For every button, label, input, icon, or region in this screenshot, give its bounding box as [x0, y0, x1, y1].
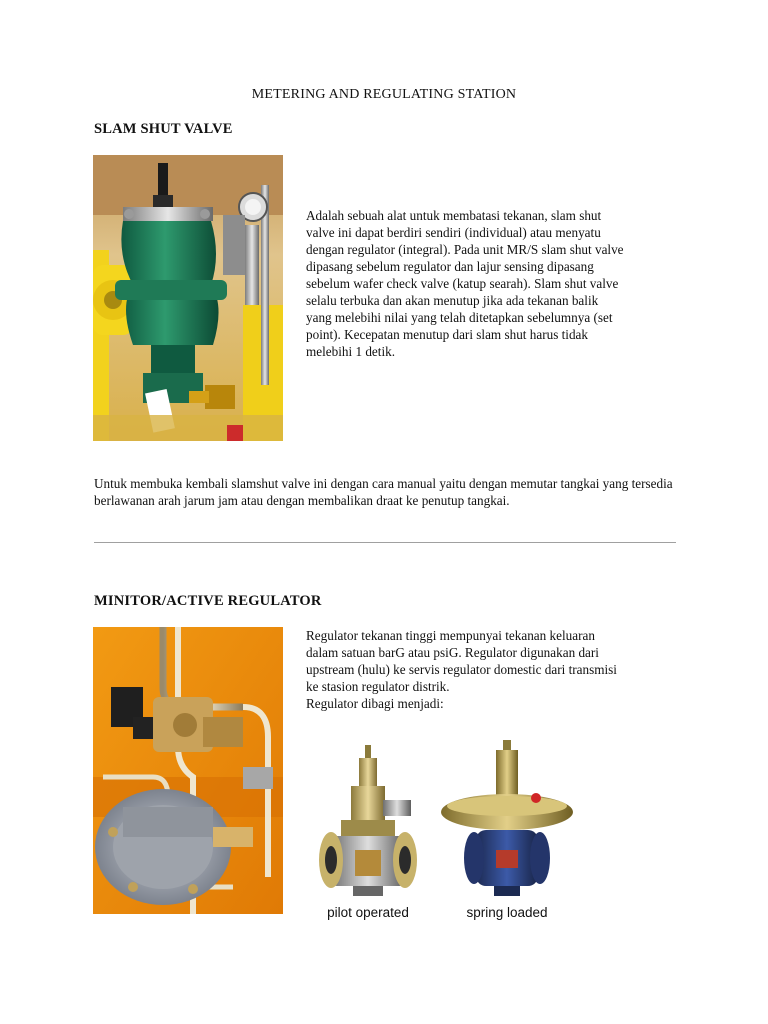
active-regulator-description: Regulator tekanan tinggi mempunyai tekanan keluaran dalam satuan barG atau psiG. Regulator digunakan dari upstream (hulu) ke servis regulator domestic dari transmisi ke stasion regulator distrik. Regulator dibagi menjadi:: [306, 627, 626, 712]
caption-pilot-operated: pilot operated: [327, 905, 409, 920]
section-divider: [94, 542, 676, 543]
caption-spring-loaded: spring loaded: [466, 905, 548, 920]
slam-shut-valve-description: Adalah sebuah alat untuk membatasi tekanan, slam shut valve ini dapat berdiri sendiri (individual) atau menyatu dengan regulator (integral). Pada unit MR/S slam shut valve dipasang sebelum regulator dan lajur sensing dipasang sebelum wafer check valve (katup searah). Slam shut valve selalu terbuka dan akan menutup jika ada tekanan balik yang melebihi nilai yang telah ditetapkan sebelumnya (set point). Kecepatan menutup dari slam shut harus tidak melebihi 1 detik.: [306, 208, 624, 359]
page-title: METERING AND REGULATING STATION: [251, 87, 517, 102]
slam-shut-valve-reopen-paragraph: Untuk membuka kembali slamshut valve ini dengan cara manual yaitu dengan memutar tangkai yang tersedia berlawanan arah jarum jam atau dengan membalikan draat ke penutup tangkai.: [94, 476, 673, 508]
regulator-types-intro: Regulator dibagi menjadi:: [306, 696, 444, 711]
slam-shut-valve-photo: [93, 155, 283, 441]
active-regulator-photo: [93, 627, 283, 914]
section-heading-active-regulator: MINITOR/ACTIVE REGULATOR: [94, 593, 322, 609]
pilot-operated-regulator-image: [313, 740, 423, 905]
section-heading-slam-shut-valve: SLAM SHUT VALVE: [94, 121, 233, 137]
spring-loaded-regulator-image: [438, 740, 576, 905]
